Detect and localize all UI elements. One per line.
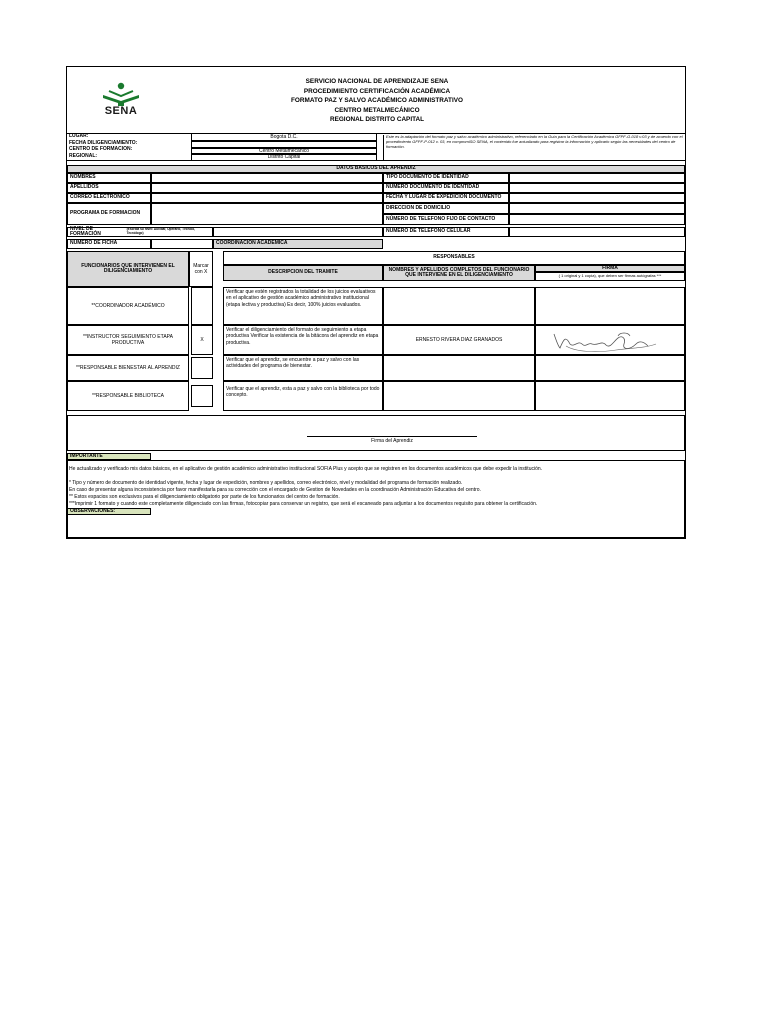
- funcionario-row-3: **RESPONSABLE BIENESTAR AL APRENDIZ: [67, 355, 189, 381]
- nombre-row-3[interactable]: [383, 355, 535, 381]
- datos-section-title: DATOS BASICOS DEL APRENDIZ: [67, 165, 685, 173]
- ficha-input[interactable]: [151, 239, 213, 249]
- firma-row-2[interactable]: [535, 325, 685, 355]
- lugar-field[interactable]: Bogota D.C.: [191, 133, 377, 141]
- regional-label: REGIONAL:: [69, 153, 98, 159]
- importante-label: IMPORTANTE: [67, 453, 151, 460]
- firma-aprendiz-label: Firma del Aprendiz: [371, 438, 413, 444]
- firma-aprendiz-line[interactable]: [307, 436, 477, 437]
- title-line-3: FORMATO PAZ Y SALVO ACADÉMICO ADMINISTRATIVO: [291, 97, 463, 104]
- sena-logo-text: SENA: [104, 105, 138, 117]
- lugar-label: LUGAR:: [69, 133, 89, 139]
- funcionarios-header: FUNCIONARIOS QUE INTERVIENEN EL DILIGENCIAMIENTO: [67, 251, 189, 287]
- importante-paragraph: He actualizado y verificado mis datos básicos, en el aplicativo de gestión académico administrativo institucional SOFIA Plus y acepto que se registren en los documentos académicos que debe expedir la institución.: [69, 466, 543, 472]
- correo-input[interactable]: [151, 193, 383, 203]
- marcar-header: Marcar con X: [189, 251, 213, 287]
- fecha-exp-input[interactable]: [509, 193, 685, 203]
- centro-field[interactable]: Centro Metalmecanico: [191, 148, 377, 154]
- descripcion-row-2: Verificar el diligenciamiento del formato de seguimiento a etapa productiva Verificar la existencia de la bitácora del aprendiz en etapa productiva.: [223, 325, 383, 355]
- paz-y-salvo-form: [66, 66, 686, 539]
- document-title: [187, 77, 567, 125]
- firma-row-4[interactable]: [535, 381, 685, 411]
- programa-label: PROGRAMA DE FORMACION: [67, 203, 151, 225]
- nivel-input[interactable]: [213, 227, 383, 237]
- marca-row-4[interactable]: [191, 385, 213, 407]
- firma-header: FIRMA: [535, 265, 685, 272]
- funcionario-row-1: **COORDINADOR ACADÉMICO: [67, 287, 189, 325]
- apellidos-input[interactable]: [151, 183, 383, 193]
- importante-note-4: ***Imprimir 1 formato y cuando este completamente diligenciado con las firmas, fotocopiar para conservar un registro, que será el escaneado para adjuntar a los documentos requisito para obtener la certificación.: [69, 501, 538, 507]
- firma-aprendiz-area: [67, 415, 685, 451]
- firma-note: ( 1 original y 1 copia), que deben ser firmas autógrafas ***: [535, 272, 685, 281]
- descripcion-row-1: Verificar que estén registrados la totalidad de los juicios evaluativos en el aplicativo de gestión académico administrativo institucional (etapa lectiva y productiva) Es decir, 100% juicios evaluados.: [223, 287, 383, 325]
- firma-row-3[interactable]: [535, 355, 685, 381]
- responsables-header: RESPONSABLES: [223, 251, 685, 265]
- correo-label: CORREO ELECTRONICO: [67, 193, 151, 203]
- title-line-4: CENTRO METALMECÁNICO: [334, 106, 420, 114]
- funcionario-row-2: **INSTRUCTOR SEGUIMIENTO ETAPA PRODUCTIVA: [67, 325, 189, 355]
- adaptation-note: Este es la adaptación del formato paz y salvo académico administrativo, referenciado en la Guía para la Certificación Académica GFPF-G-018 v.03 y de acuerdo con el procedimiento GFPF-P-012 v. 03, en compromiSO SENA, el contenido fue actualizado para registrar la información y aplicarlo según las necesidades del centro de formación.: [383, 135, 683, 160]
- marca-row-3[interactable]: [191, 357, 213, 379]
- descripcion-row-4: Verificar que el aprendiz, esta a paz y salvo con la biblioteca por todo concepto.: [223, 381, 383, 411]
- fecha-label: FECHA DILIGENCIAMIENTO:: [69, 140, 138, 146]
- coordinacion-label: COORDINACIÓN ACADÉMICA: [213, 239, 383, 249]
- importante-note-3: ** Estos espacios son exclusivos para el diligenciamiento obligatorio por parte de los funcionarios del centro de formación.: [69, 494, 340, 500]
- sena-logo: [95, 81, 147, 119]
- marca-row-2[interactable]: X: [191, 325, 213, 355]
- programa-input[interactable]: [151, 203, 383, 225]
- observaciones-field[interactable]: [151, 508, 685, 536]
- tel-celular-label: NÚMERO DE TELEFONO CELULAR: [383, 227, 509, 237]
- nombres-input[interactable]: [151, 173, 383, 183]
- tel-celular-input[interactable]: [509, 227, 685, 237]
- importante-note-2: En caso de presentar alguna inconsistencia por favor manifestarla para su corrección con el encargado de Gestion de Novedades en la coordinación Administración Educativa del centro.: [69, 487, 481, 493]
- ficha-label: NÚMERO DE FICHA: [67, 239, 151, 249]
- tipo-doc-input[interactable]: [509, 173, 685, 183]
- firma-row-1[interactable]: [535, 287, 685, 325]
- nivel-label-note: (Escriba su nivel: Auxiliar, Operario, Técnico, Tecnólogo): [126, 227, 196, 235]
- funcionario-row-4: **RESPONSABLE BIBLIOTECA: [67, 381, 189, 411]
- nivel-label-text: NIVEL DE FORMACIÓN: [70, 225, 101, 237]
- nombres-header: NOMBRES Y APELLIDOS COMPLETOS DEL FUNCIONARIO QUE INTERVIENE EN EL DILIGENCIAMIENTO: [383, 265, 535, 281]
- title-line-5: REGIONAL DISTRITO CAPITAL: [329, 116, 425, 123]
- tel-fijo-input[interactable]: [509, 214, 685, 225]
- nombre-row-2[interactable]: ERNESTO RIVERA DIAZ GRANADOS: [383, 325, 535, 355]
- descripcion-header: DESCRIPCION DEL TRAMITE: [223, 265, 383, 281]
- nivel-label: [67, 227, 213, 237]
- importante-note-1: * Tipo y número de documento de identidad vigente, fecha y lugar de expedición, nombres y apellidos, correo electrónico, nivel y modalidad del programa de formación realizado.: [69, 480, 463, 486]
- nombres-label: NOMBRES: [67, 173, 151, 183]
- nombre-row-4[interactable]: [383, 381, 535, 411]
- tel-fijo-label: NÚMERO DE TELEFONO FIJO DE CONTACTO: [383, 214, 509, 225]
- nombre-row-1[interactable]: [383, 287, 535, 325]
- direccion-label: DIRECCION DE DOMICILIO: [383, 203, 509, 214]
- title-line-1: SERVICIO NACIONAL DE APRENDIZAJE SENA: [305, 78, 449, 85]
- tipo-doc-label: TIPO DOCUMENTO DE IDENTIDAD: [383, 173, 509, 183]
- centro-label: CENTRO DE FORMACION:: [69, 146, 133, 152]
- fecha-exp-label: FECHA Y LUGAR DE EXPEDICIÓN DOCUMENTO: [383, 193, 509, 203]
- title-line-2: PROCEDIMIENTO CERTIFICACIÓN ACADÉMICA: [303, 87, 451, 95]
- apellidos-label: APELLIDOS: [67, 183, 151, 193]
- signature-image: [536, 326, 686, 356]
- observaciones-label: OBSERVACIONES:: [67, 508, 151, 515]
- descripcion-row-3: Verificar que el aprendiz, se encuentre a paz y salvo con las actividades del programa de bienestar.: [223, 355, 383, 381]
- numero-doc-label: NUMERO DOCUMENTO DE IDENTIDAD: [383, 183, 509, 193]
- marca-row-1[interactable]: [191, 287, 213, 325]
- direccion-input[interactable]: [509, 203, 685, 214]
- numero-doc-input[interactable]: [509, 183, 685, 193]
- regional-field[interactable]: Distrito Capital: [191, 154, 377, 161]
